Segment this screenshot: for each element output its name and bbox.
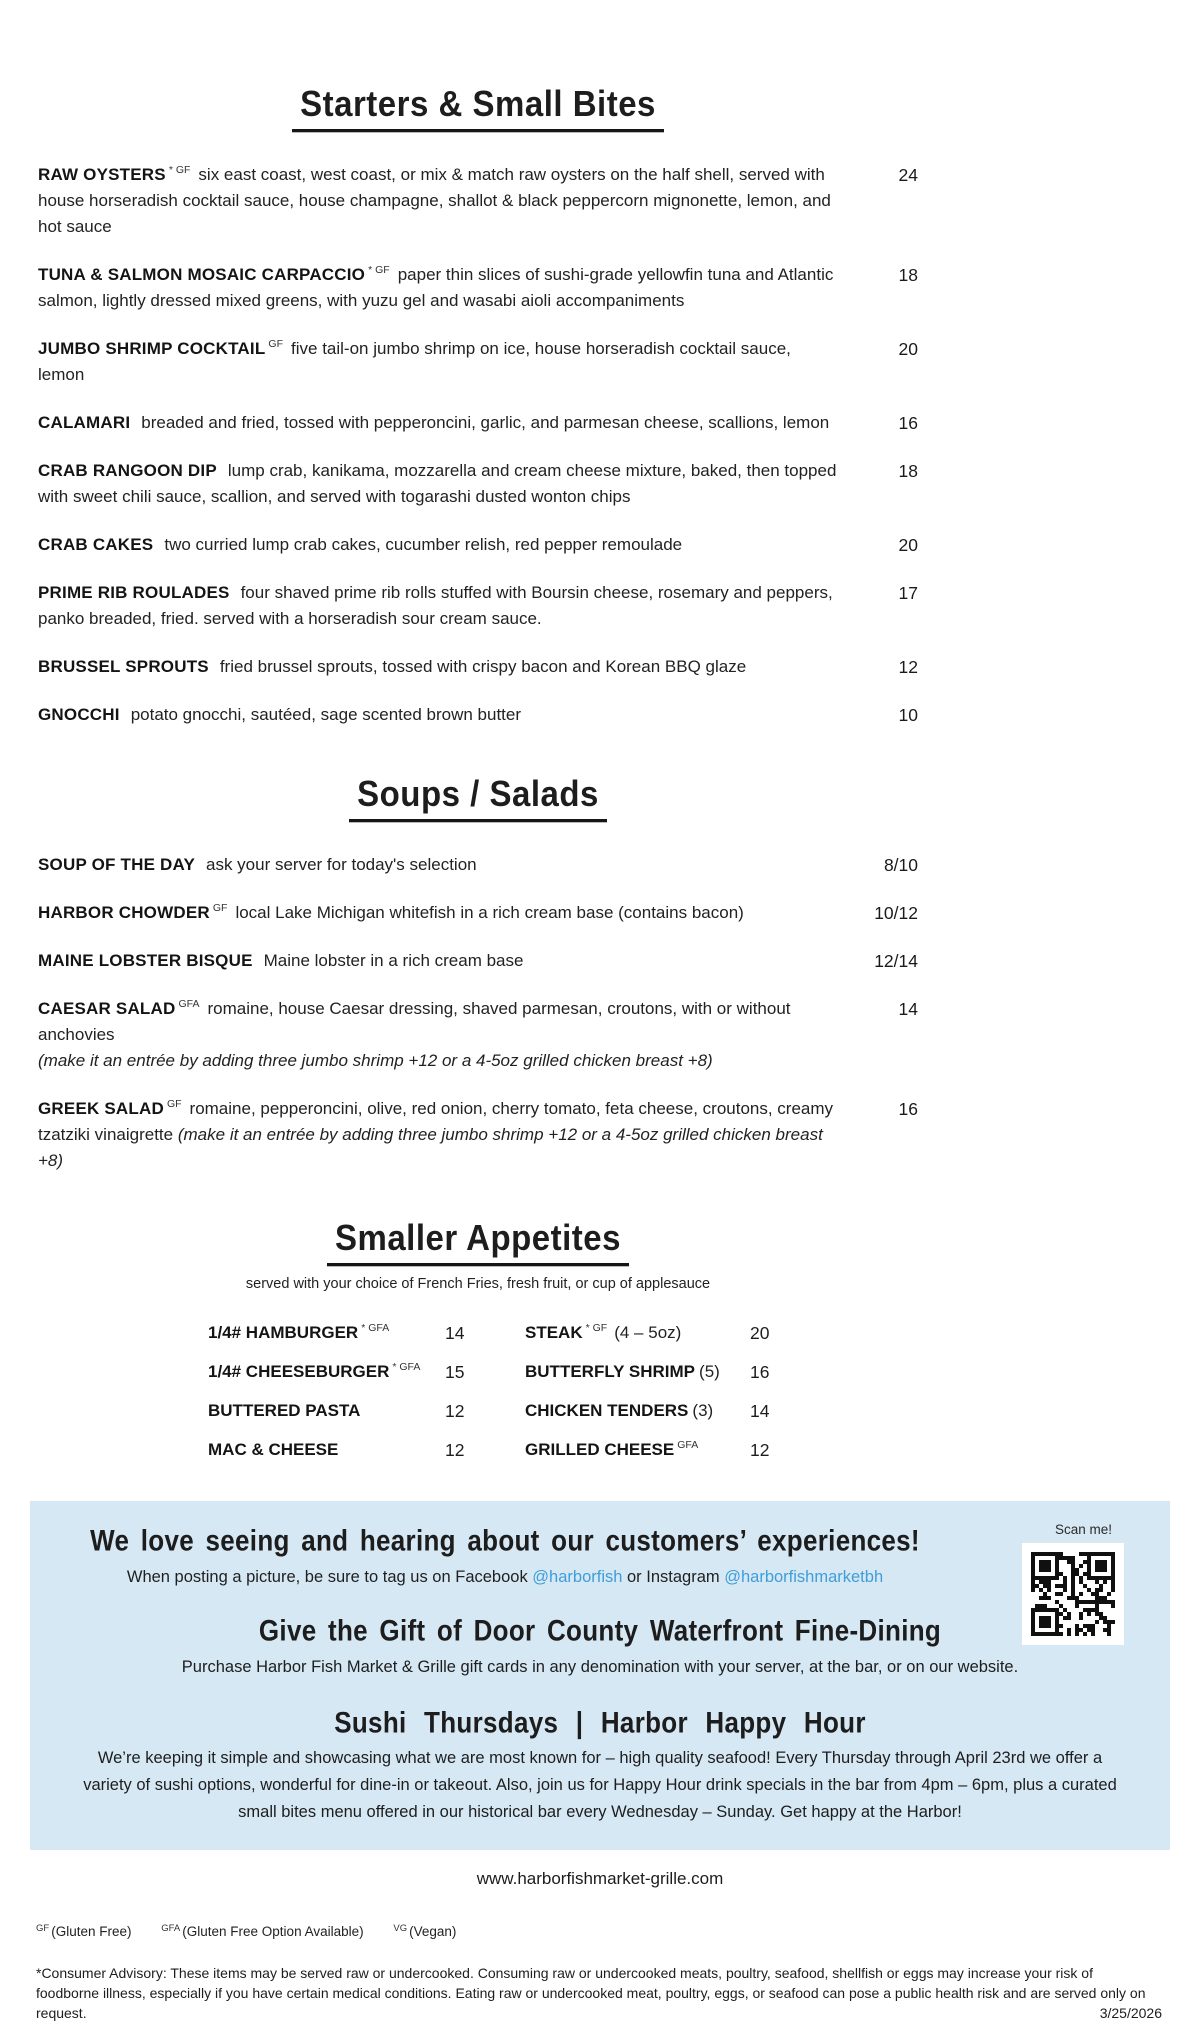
- dietary-marker: * GFA: [361, 1322, 390, 1334]
- scan-me-label: Scan me!: [1054, 1522, 1112, 1537]
- soups-section-title: [38, 774, 918, 820]
- item-price: 20: [898, 339, 918, 359]
- item-name: RAW OYSTERS: [38, 165, 166, 184]
- promo-heading-text: We love seeing and hearing about our customers’ experiences!: [90, 1522, 920, 1558]
- menu-item-tuna-carpaccio: [38, 262, 918, 314]
- legend-label: (Gluten Free): [51, 1924, 132, 1939]
- item-entree-note: (make it an entrée by adding three jumbo shrimp +12 or a 4-5oz grilled chicken breast +8): [38, 1125, 823, 1170]
- table-item-name: [208, 1359, 445, 1385]
- dietary-marker: GF: [212, 902, 228, 914]
- dietary-marker: GFA: [178, 998, 200, 1010]
- dietary-legend: [36, 1916, 1200, 1945]
- item-description: lump crab, kanikama, mozzarella and cream cheese mixture, baked, then topped with sweet chili sauce, scallion, and served with togarashi dusted wonton chips: [38, 461, 837, 506]
- item-price: 24: [898, 165, 918, 185]
- item-price: 10: [898, 705, 918, 725]
- happy-hour-text: We’re keeping it simple and showcasing what we are most known for – high quality seafood! Every Thursday through April 23rd we offer a variety of sushi options, wonderful for dine-in or takeout. Also, join us for Happy Hour drink specials in the bar from 4pm – 6pm, plus a curated small bites menu offered in our historical bar every Wednesday – Sunday. Get happy at the Harbor!: [83, 1749, 1117, 1821]
- item-price: 17: [898, 583, 918, 603]
- website-url[interactable]: www.harborfishmarket-grille.com: [476, 1869, 724, 1888]
- facebook-handle-link[interactable]: @harborfish: [532, 1568, 623, 1586]
- item-description: Maine lobster in a rich cream base: [263, 951, 524, 970]
- qr-code-grid: [1031, 1552, 1115, 1636]
- item-price: 16: [898, 413, 918, 433]
- item-description: ask your server for today's selection: [205, 855, 477, 874]
- gift-card-text: Purchase Harbor Fish Market & Grille gift cards in any denomination with your server, at the bar, or on our website.: [181, 1658, 1019, 1676]
- table-item-price: 12: [445, 1401, 465, 1421]
- table-item-name: [208, 1437, 445, 1463]
- item-name: 1/4# CHEESEBURGER: [208, 1362, 390, 1381]
- item-description: five tail-on jumbo shrimp on ice, house horseradish cocktail sauce, lemon: [38, 339, 791, 384]
- starters-title-text: Starters & Small Bites: [292, 82, 664, 133]
- menu-item-shrimp-cocktail: [38, 336, 918, 388]
- item-name: JUMBO SHRIMP COCKTAIL: [38, 339, 266, 358]
- item-name: BRUSSEL SPROUTS: [38, 657, 209, 676]
- item-name: CRAB RANGOON DIP: [38, 461, 217, 480]
- smaller-appetites-table: [208, 1320, 918, 1463]
- item-description: romaine, house Caesar dressing, shaved parmesan, croutons, with or without anchovies: [38, 999, 791, 1044]
- dietary-marker: GF: [268, 338, 284, 350]
- item-name: SOUP OF THE DAY: [38, 855, 195, 874]
- table-item-name: [208, 1320, 445, 1346]
- promo-heading-gift: [70, 1613, 1130, 1647]
- item-description: potato gnocchi, sautéed, sage scented brown butter: [130, 705, 522, 724]
- item-text: [38, 262, 854, 314]
- menu-item-crab-cakes: [38, 532, 918, 558]
- menu-item-greek-salad: [38, 1096, 918, 1174]
- item-name: GREEK SALAD: [38, 1099, 164, 1118]
- promo-social-tagline: [70, 1565, 940, 1589]
- item-name: GNOCCHI: [38, 705, 120, 724]
- advisory-text: *Consumer Advisory: These items may be served raw or undercooked. Consuming raw or undercooked meats, poultry, seafood, shellfish or eggs may increase your risk of foodborne illness, especially if you have certain medical conditions. Eating raw or undercooked meat, poultry, eggs, or seafood can pose a public health risk and are served only on request.: [36, 1965, 1146, 2021]
- item-suffix: (4 – 5oz): [614, 1323, 682, 1342]
- dietary-marker: * GF: [585, 1322, 608, 1334]
- item-text: [38, 948, 854, 974]
- table-item-name: [208, 1398, 445, 1424]
- item-price: 12: [898, 657, 918, 677]
- legend-label: (Vegan): [409, 1924, 457, 1939]
- menu-item-soup-of-the-day: [38, 852, 918, 878]
- item-text: [38, 654, 854, 680]
- item-description: fried brussel sprouts, tossed with crispy bacon and Korean BBQ glaze: [219, 657, 747, 676]
- table-item-price: 14: [750, 1401, 770, 1421]
- dietary-marker: GFA: [677, 1439, 699, 1451]
- table-item-price: 12: [445, 1440, 465, 1460]
- item-price: 8/10: [883, 855, 918, 875]
- dietary-marker: * GF: [168, 164, 191, 176]
- item-name: MAINE LOBSTER BISQUE: [38, 951, 253, 970]
- consumer-advisory: [36, 1963, 1162, 2023]
- table-item-name: [525, 1320, 750, 1346]
- item-name: GRILLED CHEESE: [525, 1440, 675, 1459]
- menu-item-calamari: [38, 410, 918, 436]
- menu-date: 3/25/2026: [1099, 2005, 1162, 2021]
- dietary-marker: GF: [166, 1098, 182, 1110]
- item-suffix: (3): [692, 1401, 714, 1420]
- item-price: 10/12: [874, 903, 918, 923]
- menu-item-harbor-chowder: [38, 900, 918, 926]
- qr-code: [1022, 1543, 1124, 1645]
- menu-item-brussel-sprouts: [38, 654, 918, 680]
- tagline-text: or Instagram: [622, 1568, 725, 1586]
- smaller-appetites-title-text: Smaller Appetites: [327, 1216, 629, 1267]
- menu-item-gnocchi: [38, 702, 918, 728]
- item-price: 20: [898, 535, 918, 555]
- table-item-price: 15: [445, 1362, 465, 1382]
- promo-heading-happy-hour: [70, 1705, 1130, 1739]
- item-text: [38, 410, 854, 436]
- menu-page: [38, 0, 918, 1463]
- tagline-text: When posting a picture, be sure to tag us on Facebook: [126, 1568, 533, 1586]
- menu-item-prime-rib-roulades: [38, 580, 918, 632]
- item-name: BUTTERFLY SHRIMP: [525, 1362, 696, 1381]
- item-text: [38, 580, 854, 632]
- legend-item: [36, 1924, 131, 1939]
- item-name: BUTTERED PASTA: [208, 1401, 361, 1420]
- item-text: [38, 852, 854, 878]
- legend-label: (Gluten Free Option Available): [182, 1924, 364, 1939]
- smaller-appetites-subtitle: served with your choice of French Fries, fresh fruit, or cup of applesauce: [245, 1276, 711, 1292]
- item-price: 14: [898, 999, 918, 1019]
- item-name: 1/4# HAMBURGER: [208, 1323, 359, 1342]
- item-text: [38, 900, 854, 926]
- item-description: breaded and fried, tossed with pepperoncini, garlic, and parmesan cheese, scallions, lemon: [141, 413, 830, 432]
- item-text: [38, 532, 854, 558]
- table-item-price: 16: [750, 1362, 770, 1382]
- legend-code: GF: [36, 1923, 50, 1934]
- item-name: CALAMARI: [38, 413, 131, 432]
- item-price: 18: [898, 265, 918, 285]
- item-description: romaine, pepperoncini, olive, red onion, cherry tomato, feta cheese, croutons, creamy tzatziki vinaigrette: [38, 1099, 834, 1144]
- item-name: TUNA & SALMON MOSAIC CARPACCIO: [38, 265, 366, 284]
- menu-item-raw-oysters: [38, 162, 918, 240]
- item-description: four shaved prime rib rolls stuffed with Boursin cheese, rosemary and peppers, panko breaded, fried. served with a horseradish sour cream sauce.: [38, 583, 833, 628]
- table-item-price: 20: [750, 1323, 770, 1343]
- gift-heading-text: Give the Gift of Door County Waterfront Fine-Dining: [258, 1612, 942, 1648]
- item-description: two curried lump crab cakes, cucumber relish, red pepper remoulade: [164, 535, 683, 554]
- starters-section-title: [38, 84, 918, 130]
- legend-item: [161, 1924, 363, 1939]
- promo-social-block: [70, 1523, 940, 1589]
- legend-item: [393, 1924, 456, 1939]
- menu-item-crab-rangoon-dip: [38, 458, 918, 510]
- item-price: 18: [898, 461, 918, 481]
- item-name: CHICKEN TENDERS: [525, 1401, 689, 1420]
- item-text: [38, 458, 854, 510]
- soups-title-text: Soups / Salads: [349, 772, 607, 823]
- promo-box: [30, 1501, 1170, 1850]
- item-price: 16: [898, 1099, 918, 1119]
- promo-heading-experiences: [70, 1523, 940, 1557]
- table-item-name: [525, 1437, 750, 1463]
- item-price: 12/14: [874, 951, 918, 971]
- item-name: STEAK: [525, 1323, 583, 1342]
- menu-item-caesar-salad: [38, 996, 918, 1074]
- instagram-handle-link[interactable]: @harborfishmarketbh: [724, 1568, 884, 1586]
- item-suffix: (5): [699, 1362, 720, 1381]
- table-item-name: [525, 1398, 750, 1424]
- menu-item-lobster-bisque: [38, 948, 918, 974]
- table-item-price: 14: [445, 1323, 465, 1343]
- item-text: [38, 1096, 854, 1174]
- item-text: [38, 702, 854, 728]
- item-name: CRAB CAKES: [38, 535, 154, 554]
- dietary-marker: * GFA: [392, 1361, 421, 1373]
- legend-code: VG: [393, 1923, 408, 1934]
- legend-code: GFA: [161, 1923, 181, 1934]
- item-text: [38, 996, 854, 1074]
- item-text: [38, 162, 854, 240]
- item-name: MAC & CHEESE: [208, 1440, 339, 1459]
- item-name: CAESAR SALAD: [38, 999, 176, 1018]
- item-name: PRIME RIB ROULADES: [38, 583, 230, 602]
- item-description: paper thin slices of sushi-grade yellowfin tuna and Atlantic salmon, lightly dressed mixed greens, with yuzu gel and wasabi aioli accompaniments: [38, 265, 834, 310]
- smaller-appetites-section-title: [38, 1218, 918, 1264]
- item-entree-note: (make it an entrée by adding three jumbo shrimp +12 or a 4-5oz grilled chicken breast +8): [38, 1051, 713, 1070]
- item-text: [38, 336, 854, 388]
- happy-hour-heading-text: Sushi Thursdays | Harbor Happy Hour: [334, 1704, 866, 1740]
- item-description: local Lake Michigan whitefish in a rich cream base (contains bacon): [235, 903, 744, 922]
- dietary-marker: * GF: [368, 264, 390, 276]
- item-name: HARBOR CHOWDER: [38, 903, 210, 922]
- table-item-price: 12: [750, 1440, 770, 1460]
- item-description: six east coast, west coast, or mix & match raw oysters on the half shell, served with house horseradish cocktail sauce, house champagne, shallot & black peppercorn mignonette, lemon, and hot sauce: [38, 165, 831, 236]
- table-item-name: [525, 1359, 750, 1385]
